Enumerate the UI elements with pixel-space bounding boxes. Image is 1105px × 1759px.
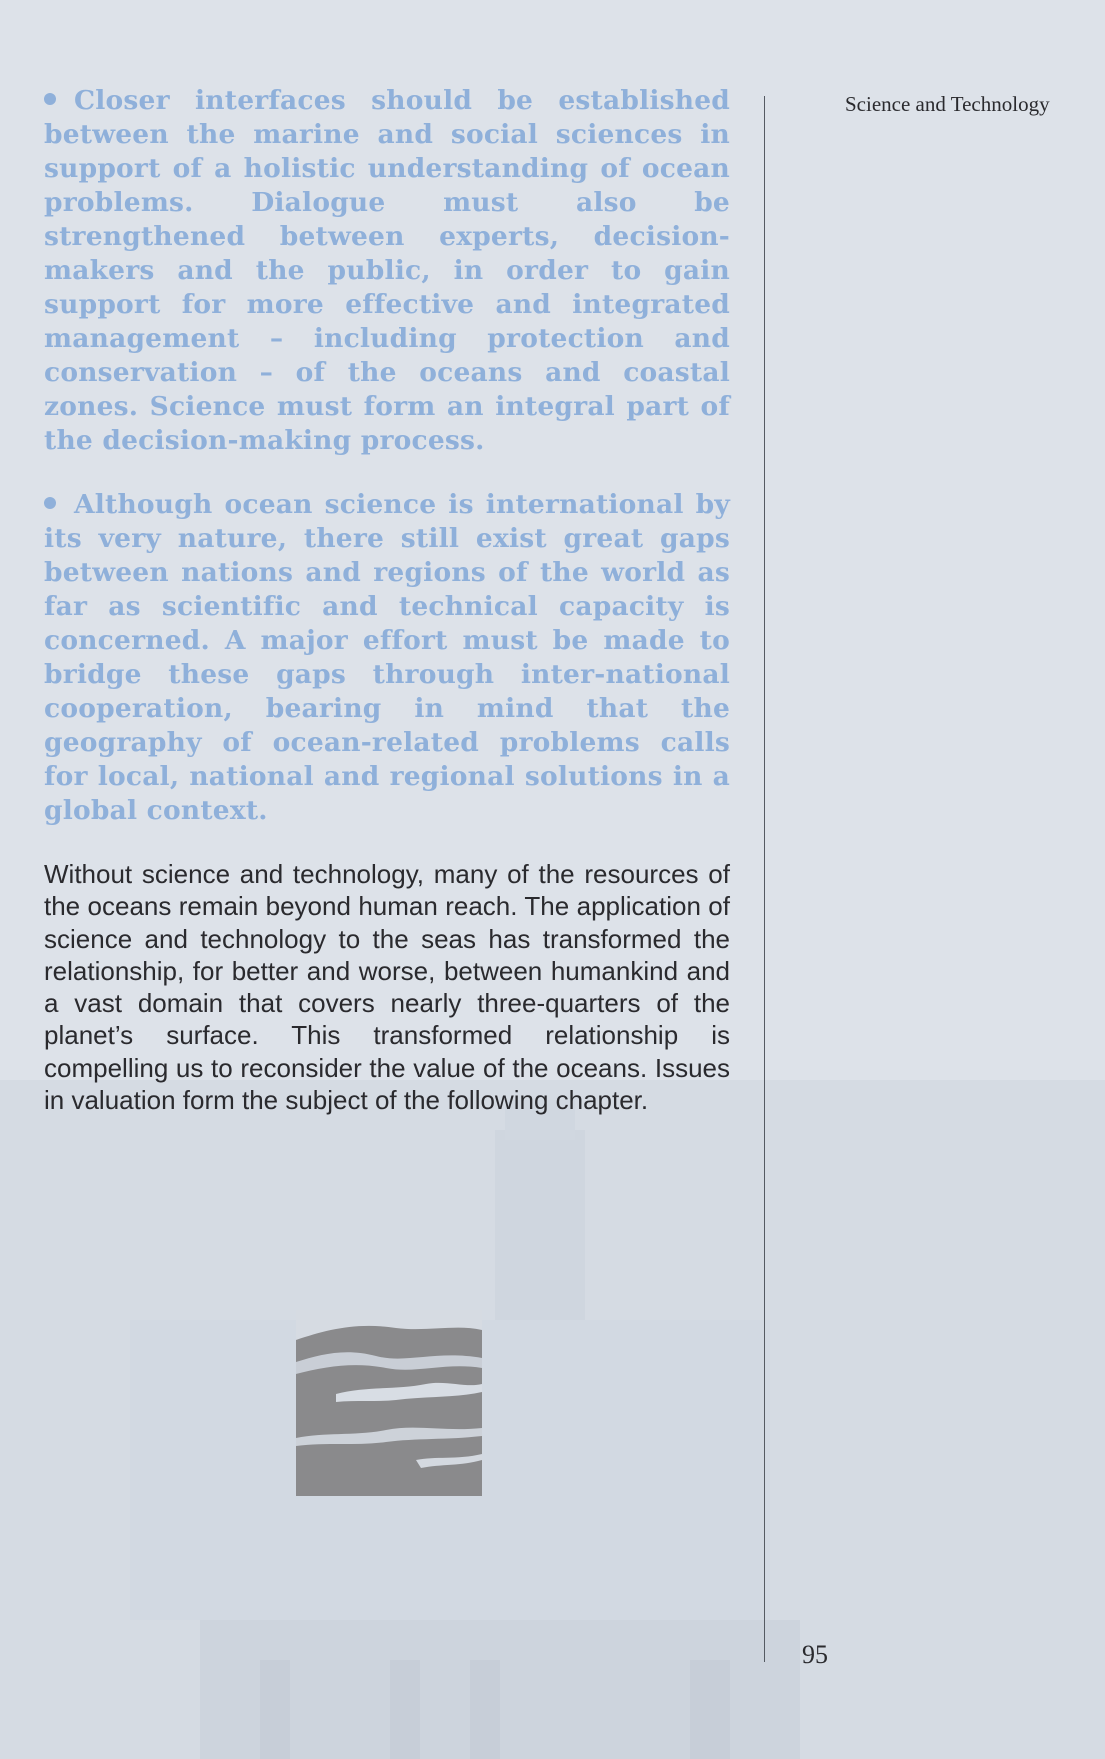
highlight-bullet-paragraph (44, 488, 730, 828)
highlight-bullet-paragraph (44, 84, 730, 458)
column-divider (764, 96, 765, 1662)
highlight-bullet-text: Closer interfaces should be established between the marine and social sciences in support of a holistic understanding of ocean problems. Dialogue must also be strengthened between experts, decision-makers and the public, in order to gain support for more effective and integrated management – including protection and conservation – of the oceans and coastal zones. Science must form an integral part of the decision-making process. (44, 85, 730, 456)
page-number: 95 (802, 1640, 828, 1669)
highlight-bullet-text: Although ocean science is international by its very nature, there still exist great gaps between nations and regions of the world as far as scientific and technical capacity is concerned. A major effort must be made to bridge these gaps through inter-national cooperation, bearing in mind that the geography of ocean-related problems calls for local, national and regional solutions in a global context. (44, 489, 730, 826)
running-head: Science and Technology (845, 92, 1050, 116)
bullet-dot-icon (44, 497, 56, 509)
body-paragraph: Without science and technology, many of the resources of the oceans remain beyond human reach. The application of science and technology to the seas has transformed the relationship, for better and worse, between humankind and a vast domain that covers nearly three-quarters of the planet’s surface. This transformed relationship is compelling us to reconsider the value of the oceans. Issues in valuation form the subject of the following chapter. (44, 859, 730, 1116)
main-text-column (44, 84, 730, 1116)
bullet-dot-icon (44, 93, 56, 105)
ocean-waves-photo (296, 1310, 482, 1496)
